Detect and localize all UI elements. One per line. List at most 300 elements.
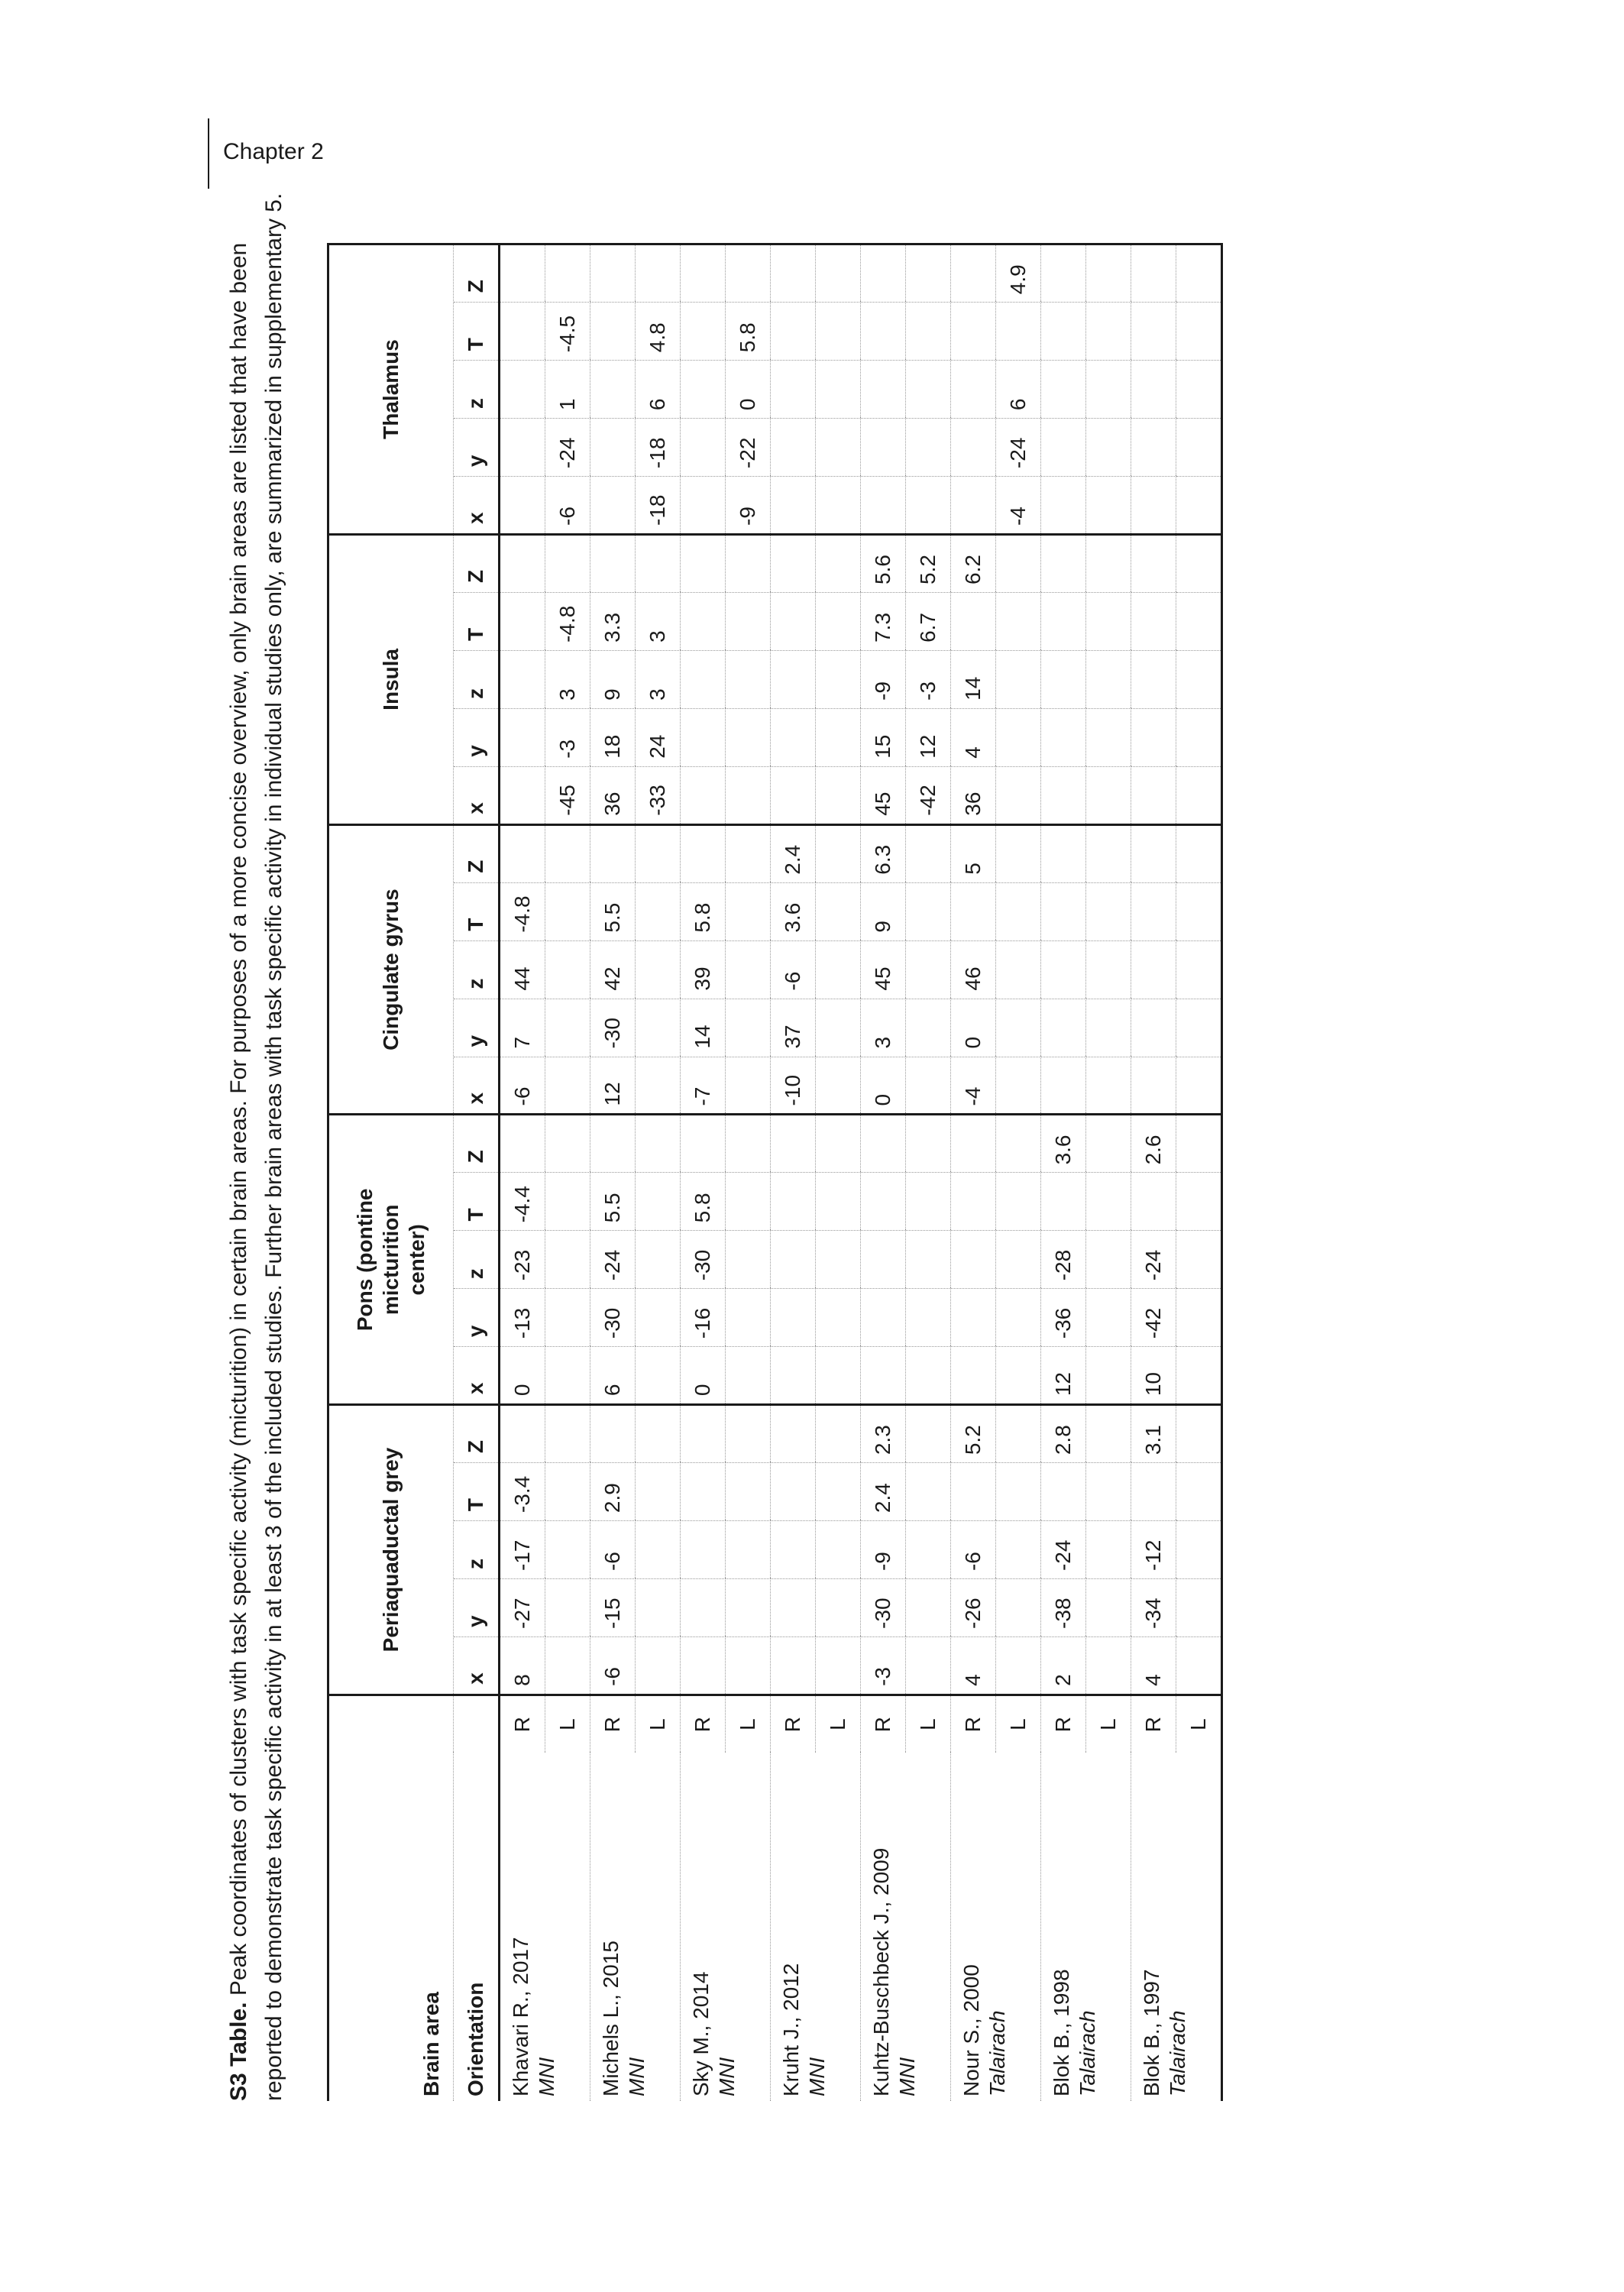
coordinate-cell: 6.2 (951, 535, 996, 593)
coordinate-cell (545, 535, 590, 593)
coordinate-cell (1086, 824, 1131, 882)
coordinate-cell (771, 766, 816, 824)
coordinate-cell (1041, 535, 1086, 593)
caption-label: S3 Table. (226, 2002, 251, 2101)
coordinate-cell (1041, 1173, 1086, 1231)
coordinate-cell (771, 303, 816, 361)
coordinate-cell (996, 999, 1041, 1057)
axis-z-score: Z (454, 824, 500, 882)
coordinate-cell (500, 361, 545, 419)
rotated-table-page (222, 145, 1276, 2132)
coordinate-cell (1176, 1636, 1222, 1695)
coordinate-cell (1041, 766, 1086, 824)
coordinate-cell: 0 (681, 1347, 726, 1405)
coordinate-cell (771, 477, 816, 535)
coordinate-cell (1131, 592, 1176, 650)
coordinate-cell (906, 1347, 951, 1405)
coordinate-cell (681, 1405, 726, 1463)
study-name: Blok B., 1997 (1140, 1969, 1163, 2096)
coordinate-cell: 36 (951, 766, 996, 824)
coordinate-cell (1041, 650, 1086, 708)
coordinate-cell (681, 592, 726, 650)
coordinate-cell: -7 (681, 1057, 726, 1115)
coordinate-cell (906, 940, 951, 999)
coordinate-cell (726, 1636, 771, 1695)
coordinate-cell: 0 (861, 1057, 906, 1115)
coordinate-cell (771, 592, 816, 650)
coordinate-cell (1041, 244, 1086, 303)
coordinate-cell (951, 477, 996, 535)
coordinate-cell: 8 (500, 1636, 545, 1695)
coordinate-cell (1131, 419, 1176, 477)
axis-y: y (454, 999, 500, 1057)
coordinate-cell (1086, 361, 1131, 419)
coordinate-cell (906, 244, 951, 303)
coordinate-cell: -4.4 (500, 1173, 545, 1231)
caption-text: Peak coordinates of clusters with task specific activity (micturition) in certain brain areas. For purposes of a more concise overview, only brain areas are listed that have been reported to demonstrate task specific activity in at least 3 of the included studies. Further brain areas with task specific activity in individual studies only, are summarized in supplementary 5. (226, 193, 286, 2101)
axis-t: T (454, 1463, 500, 1521)
coordinate-cell (996, 766, 1041, 824)
coordinate-cell (771, 1115, 816, 1173)
coordinate-cell (861, 1289, 906, 1347)
axis-x: x (454, 1057, 500, 1115)
coordinate-cell (545, 940, 590, 999)
coordinate-cell (636, 1463, 681, 1521)
coordinate-cell (1131, 708, 1176, 766)
chapter-label: Chapter 2 (223, 139, 324, 164)
table-caption (222, 191, 292, 2101)
coordinate-cell (545, 1057, 590, 1115)
coordinate-cell (1041, 1057, 1086, 1115)
coordinate-cell: 24 (636, 708, 681, 766)
coordinate-cell: -30 (590, 999, 636, 1057)
coordinate-cell: 10 (1131, 1347, 1176, 1405)
coordinate-cell (771, 1463, 816, 1521)
coordinate-cell: 2.6 (1131, 1115, 1176, 1173)
coordinate-cell (726, 882, 771, 940)
coordinate-cell (906, 303, 951, 361)
hemisphere-side: R (951, 1695, 996, 1753)
coordinate-cell (816, 361, 861, 419)
coordinate-cell (906, 477, 951, 535)
coordinate-cell: -9 (726, 477, 771, 535)
coordinate-cell (1086, 1579, 1131, 1637)
axis-z: z (454, 361, 500, 419)
study-name: Blok B., 1998 (1050, 1969, 1073, 2096)
study-cell (500, 1753, 590, 2101)
coordinate-cell (996, 1463, 1041, 1521)
coordinate-cell (1176, 824, 1222, 882)
coordinate-cell (1086, 650, 1131, 708)
axis-z: z (454, 650, 500, 708)
coordinate-cell (500, 1405, 545, 1463)
coordinate-cell (951, 419, 996, 477)
coordinate-cell (816, 824, 861, 882)
coordinate-cell (726, 1289, 771, 1347)
coordinate-cell: 9 (861, 882, 906, 940)
coordinate-cell: 5 (951, 824, 996, 882)
axis-z-score: Z (454, 535, 500, 593)
coordinate-cell: 2.8 (1041, 1405, 1086, 1463)
coordinate-cell (726, 1521, 771, 1579)
coordinate-cell (816, 940, 861, 999)
coordinate-cell: -24 (590, 1231, 636, 1289)
coordinate-cell: -42 (906, 766, 951, 824)
coordinate-cell (681, 303, 726, 361)
coordinate-cell: -24 (1131, 1231, 1176, 1289)
coordinate-cell (996, 650, 1041, 708)
coordinate-cell (816, 1579, 861, 1637)
study-name: Kuhtz-Buschbeck J., 2009 (869, 1847, 893, 2096)
coordinate-cell (816, 592, 861, 650)
coordinate-cell (500, 303, 545, 361)
coordinate-cell (816, 535, 861, 593)
coordinate-cell (545, 244, 590, 303)
coordinate-cell (636, 882, 681, 940)
coordinate-cell: 6 (636, 361, 681, 419)
coordinate-cell: -6 (951, 1521, 996, 1579)
coordinate-cell (996, 824, 1041, 882)
coordinate-cell (996, 1521, 1041, 1579)
coordinate-cell (636, 999, 681, 1057)
coordinate-cell: -9 (861, 650, 906, 708)
axis-x: x (454, 1347, 500, 1405)
coordinate-cell: -24 (545, 419, 590, 477)
coordinate-cell (951, 592, 996, 650)
coordinate-cell (816, 1173, 861, 1231)
coordinate-cell (1176, 477, 1222, 535)
coordinate-cell (545, 882, 590, 940)
coordinate-cell: -4.8 (500, 882, 545, 940)
hemisphere-side: L (906, 1695, 951, 1753)
coordinate-cell (1086, 1057, 1131, 1115)
coordinate-cell (771, 244, 816, 303)
coordinate-cell (906, 1057, 951, 1115)
table-row (500, 244, 545, 2102)
coordinate-cell (816, 1057, 861, 1115)
coordinate-cell (636, 1289, 681, 1347)
coordinate-space: MNI (715, 2057, 739, 2096)
table-row (590, 244, 636, 2102)
coordinate-cell (1131, 824, 1176, 882)
axis-x: x (454, 1636, 500, 1695)
coordinate-space: MNI (805, 2057, 829, 2096)
coordinate-cell (906, 1521, 951, 1579)
coordinate-cell (636, 1057, 681, 1115)
coordinate-cell (636, 1347, 681, 1405)
coordinate-cell: -36 (1041, 1289, 1086, 1347)
study-name: Michels L., 2015 (599, 1941, 623, 2096)
coordinate-cell: -4.8 (545, 592, 590, 650)
coordinate-cell (996, 1405, 1041, 1463)
coordinate-cell: 3.1 (1131, 1405, 1176, 1463)
coordinate-cell (1131, 361, 1176, 419)
coordinate-cell: -38 (1041, 1579, 1086, 1637)
coordinate-space: Talairach (985, 2010, 1009, 2096)
study-cell (1131, 1753, 1222, 2101)
coordinate-cell (861, 1115, 906, 1173)
coordinate-cell: 12 (906, 708, 951, 766)
area-heading-insula: Insula (328, 535, 454, 825)
coordinate-cell (681, 1463, 726, 1521)
coordinate-cell (996, 1115, 1041, 1173)
coordinate-cell: 2.3 (861, 1405, 906, 1463)
coordinate-cell (681, 419, 726, 477)
coordinate-cell (1176, 1231, 1222, 1289)
coordinate-cell (636, 1521, 681, 1579)
coordinate-cell (636, 1405, 681, 1463)
coordinate-cell (726, 650, 771, 708)
coordinate-cell (816, 419, 861, 477)
coordinate-cell: 15 (861, 708, 906, 766)
axis-y: y (454, 708, 500, 766)
axis-t: T (454, 592, 500, 650)
coordinate-cell (500, 1115, 545, 1173)
coordinate-cell (906, 419, 951, 477)
coordinate-cell (636, 535, 681, 593)
study-cell (681, 1753, 771, 2101)
coordinate-cell (861, 244, 906, 303)
coordinate-cell (816, 650, 861, 708)
area-heading-thalamus: Thalamus (328, 244, 454, 535)
coordinate-cell (996, 1057, 1041, 1115)
coordinate-cell: -12 (1131, 1521, 1176, 1579)
coordinate-cell (1086, 535, 1131, 593)
coordinate-cell (1176, 303, 1222, 361)
axis-header-row (454, 244, 500, 2102)
coordinate-cell (726, 244, 771, 303)
coordinate-cell: -3 (861, 1636, 906, 1695)
coordinate-cell: 5.6 (861, 535, 906, 593)
coordinate-cell (545, 1347, 590, 1405)
coordinate-cell (545, 999, 590, 1057)
coordinate-cell (861, 1231, 906, 1289)
coordinate-cell (816, 244, 861, 303)
coordinate-cell (906, 1463, 951, 1521)
coordinate-cell (951, 1347, 996, 1405)
coordinate-cell (816, 1115, 861, 1173)
coordinate-cell (1086, 1521, 1131, 1579)
coordinate-cell: 7.3 (861, 592, 906, 650)
coordinate-cell (771, 708, 816, 766)
coordinate-cell (590, 824, 636, 882)
coordinate-cell (816, 708, 861, 766)
coordinate-cell (1086, 882, 1131, 940)
coordinate-cell: 3.3 (590, 592, 636, 650)
coordinate-cell (636, 1115, 681, 1173)
coordinate-cell: 44 (500, 940, 545, 999)
coordinate-cell (996, 1636, 1041, 1695)
coordinate-cell (1176, 1405, 1222, 1463)
coordinate-cell (1041, 477, 1086, 535)
coordinate-cell (816, 1463, 861, 1521)
coordinate-cell: 3 (636, 650, 681, 708)
coordinate-cell (816, 1347, 861, 1405)
coordinate-space: MNI (895, 2057, 919, 2096)
hemisphere-side: L (996, 1695, 1041, 1753)
hemisphere-side: L (1176, 1695, 1222, 1753)
coordinate-cell (951, 1115, 996, 1173)
coordinate-cell (545, 1115, 590, 1173)
coordinate-cell: 5.8 (681, 1173, 726, 1231)
table-row (1041, 244, 1086, 2102)
coordinate-cell (590, 419, 636, 477)
coordinate-cell: -4.5 (545, 303, 590, 361)
coordinate-cell (906, 1405, 951, 1463)
coordinate-cell (500, 766, 545, 824)
coordinate-cell (1086, 1636, 1131, 1695)
coordinate-cell: -23 (500, 1231, 545, 1289)
coordinate-cell (726, 708, 771, 766)
coordinate-cell (1176, 535, 1222, 593)
coordinate-cell: -42 (1131, 1289, 1176, 1347)
coordinate-cell: 6.3 (861, 824, 906, 882)
coordinate-cell (951, 882, 996, 940)
coordinate-cell (996, 1347, 1041, 1405)
coordinate-cell (771, 1347, 816, 1405)
coordinate-cell (1176, 592, 1222, 650)
coordinate-cell (906, 1173, 951, 1231)
coordinate-cell (726, 766, 771, 824)
coordinate-cell (771, 1173, 816, 1231)
coordinate-cell (1176, 1347, 1222, 1405)
coordinate-cell (816, 303, 861, 361)
coordinate-cell (861, 303, 906, 361)
coordinate-cell (726, 1057, 771, 1115)
axis-z-score: Z (454, 1115, 500, 1173)
coordinate-cell (1131, 940, 1176, 999)
coordinate-cell (771, 419, 816, 477)
coordinate-cell (1086, 244, 1131, 303)
coordinate-cell (681, 535, 726, 593)
hemisphere-side: L (1086, 1695, 1131, 1753)
coordinate-cell: -6 (590, 1636, 636, 1695)
coordinate-cell (1176, 650, 1222, 708)
coordinate-cell (1041, 824, 1086, 882)
coordinate-cell (861, 1347, 906, 1405)
coordinate-cell (996, 940, 1041, 999)
hemisphere-side: L (545, 1695, 590, 1753)
coordinate-cell: -18 (636, 419, 681, 477)
coordinate-cell (1086, 477, 1131, 535)
table-row (771, 244, 816, 2102)
coordinate-cell (1176, 940, 1222, 999)
study-name: Kruht J., 2012 (779, 1963, 803, 2096)
coordinate-cell (1176, 244, 1222, 303)
coordinate-cell (500, 650, 545, 708)
hemisphere-side: R (1131, 1695, 1176, 1753)
brain-area-heading: Brain area (328, 1695, 454, 2101)
coordinate-cell (1086, 303, 1131, 361)
study-cell (861, 1753, 951, 2101)
coordinate-cell (1086, 1231, 1131, 1289)
study-cell (951, 1753, 1041, 2101)
coordinate-space: Talairach (1076, 2010, 1099, 2096)
study-name: Khavari R., 2017 (509, 1937, 532, 2096)
coordinate-cell (816, 477, 861, 535)
coordinate-cell: 2.9 (590, 1463, 636, 1521)
coordinate-cell (545, 1405, 590, 1463)
coordinate-cell: 4.8 (636, 303, 681, 361)
coordinate-cell (1041, 592, 1086, 650)
axis-z: z (454, 1521, 500, 1579)
coordinate-cell (726, 1579, 771, 1637)
coordinate-cell: -3 (545, 708, 590, 766)
coordinate-cell (681, 650, 726, 708)
coordinate-cell: -16 (681, 1289, 726, 1347)
coordinate-cell: 5.2 (951, 1405, 996, 1463)
coordinate-cell (951, 1173, 996, 1231)
coordinate-cell: 18 (590, 708, 636, 766)
axis-t: T (454, 303, 500, 361)
axis-z: z (454, 940, 500, 999)
coordinate-cell: 4 (951, 1636, 996, 1695)
coordinate-cell: 12 (1041, 1347, 1086, 1405)
coordinate-cell (545, 1636, 590, 1695)
coordinate-cell (1086, 766, 1131, 824)
hemisphere-side: R (500, 1695, 545, 1753)
coordinate-cell (681, 477, 726, 535)
coordinate-cell (1176, 1057, 1222, 1115)
coordinate-cell: 14 (681, 999, 726, 1057)
header-divider (208, 118, 209, 189)
coordinate-cell: -13 (500, 1289, 545, 1347)
coordinate-cell (816, 1231, 861, 1289)
coordinate-cell (906, 361, 951, 419)
coordinate-cell (681, 824, 726, 882)
coordinate-cell (1176, 419, 1222, 477)
coordinate-cell (681, 1579, 726, 1637)
coordinate-cell (1131, 477, 1176, 535)
area-heading-pons-text: Pons (pontine micturition center) (353, 1188, 429, 1332)
coordinate-cell: 2.4 (771, 824, 816, 882)
coordinate-cell (500, 244, 545, 303)
coordinate-cell (681, 708, 726, 766)
coordinate-cell (861, 477, 906, 535)
coordinate-cell (726, 1347, 771, 1405)
coordinate-cell (906, 1636, 951, 1695)
coordinate-cell (996, 535, 1041, 593)
coordinate-cell (1131, 244, 1176, 303)
coordinate-cell (996, 592, 1041, 650)
coordinate-cell (1176, 1463, 1222, 1521)
coordinate-cell: 1 (545, 361, 590, 419)
coordinate-cell (726, 1173, 771, 1231)
coordinate-cell: 9 (590, 650, 636, 708)
coordinate-cell (1086, 592, 1131, 650)
coordinate-cell (996, 1289, 1041, 1347)
coordinate-cell: 7 (500, 999, 545, 1057)
axis-x: x (454, 477, 500, 535)
coordinate-cell: 45 (861, 766, 906, 824)
coordinate-cell (1041, 940, 1086, 999)
coordinate-cell (1086, 999, 1131, 1057)
coordinate-cell (1176, 1115, 1222, 1173)
coordinate-cell (771, 1289, 816, 1347)
coordinate-cell (951, 1463, 996, 1521)
coordinate-cell (636, 244, 681, 303)
coordinate-cell (861, 1173, 906, 1231)
coordinate-cell (545, 824, 590, 882)
area-heading-pag: Periaquaductal grey (328, 1405, 454, 1695)
coordinate-cell (1131, 535, 1176, 593)
coordinate-cell (771, 535, 816, 593)
coordinate-space: MNI (625, 2057, 649, 2096)
coordinate-cell: -6 (590, 1521, 636, 1579)
coordinate-cell: -6 (545, 477, 590, 535)
coordinate-cell (545, 1173, 590, 1231)
coordinate-cell: 4.9 (996, 244, 1041, 303)
